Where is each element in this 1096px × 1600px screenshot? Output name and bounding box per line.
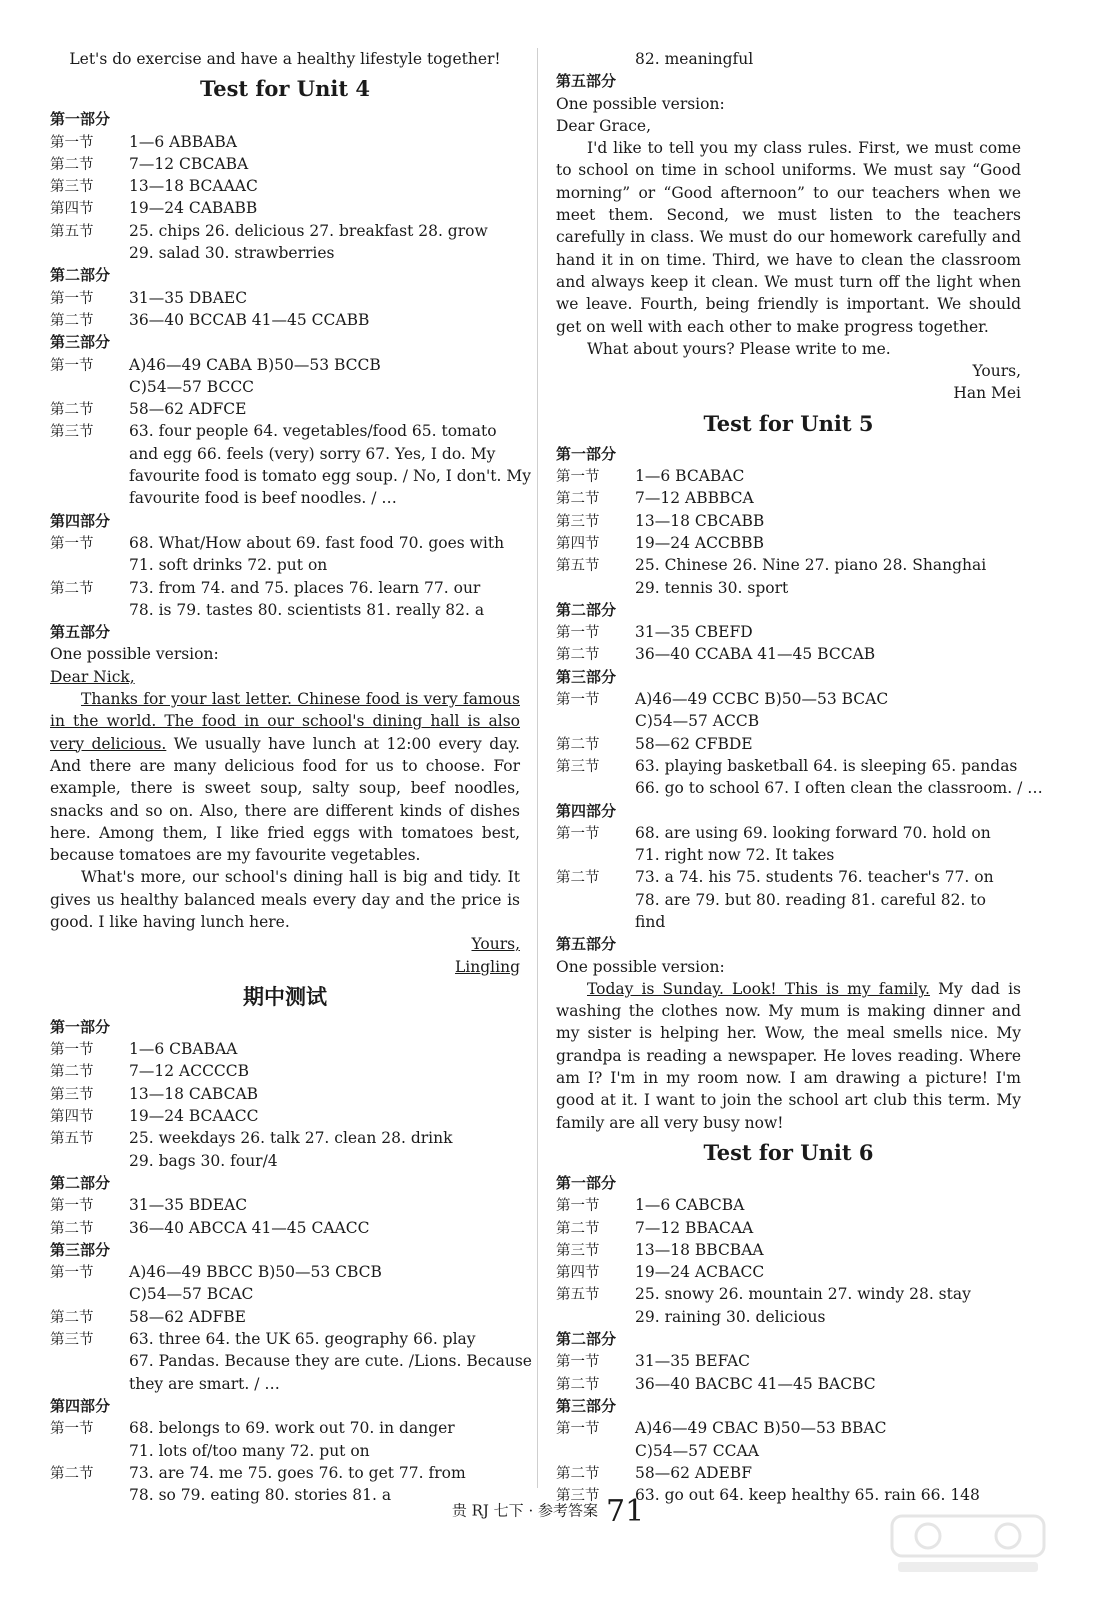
answer-text: 25. weekdays 26. talk 27. clean 28. drink (129, 1129, 453, 1148)
text-line: One possible version: (50, 645, 219, 664)
part-heading: 第一部分 (50, 110, 111, 129)
answer-text: 7—12 CBCABA (129, 154, 249, 173)
answer-line (556, 1462, 1021, 1484)
section-label: 第三节 (50, 1332, 94, 1349)
answer-text: 13—18 BCAAAC (129, 177, 258, 196)
section-label: 第二节 (556, 736, 600, 753)
answer-line (556, 1373, 1021, 1395)
section-label: 第一节 (50, 134, 94, 151)
part-heading: 第三部分 (556, 1396, 617, 1415)
part-heading: 第二部分 (556, 1330, 617, 1349)
section-label: 第五节 (50, 1131, 94, 1148)
midterm-answers (50, 1016, 532, 1507)
section-label: 第二节 (50, 1220, 94, 1237)
answer-text: 7—12 ACCCCB (129, 1062, 250, 1081)
unit4-essay-para2: What's more, our school's dining hall is big and tidy. It gives us healthy balanced meals every day and the price is good. I like having lunch here. (50, 868, 520, 931)
answer-line (556, 1217, 1021, 1239)
section-label: 第二节 (50, 1465, 94, 1482)
answer-line (556, 733, 1021, 755)
answer-text: 58—62 ADFBE (129, 1307, 246, 1326)
answer-line (50, 1083, 520, 1105)
answer-continuation: C)54—57 ACCB (635, 712, 760, 731)
answer-line (556, 1239, 1021, 1261)
text-line: One possible version: (556, 957, 725, 976)
section-label: 第四节 (50, 1109, 94, 1126)
section-label: 第二节 (556, 1220, 600, 1237)
section-label: 第二节 (50, 312, 94, 329)
answer-continuation: 71. right now 72. It takes (635, 846, 835, 865)
answer-text: 73. are 74. me 75. goes 76. to get 77. from (129, 1463, 466, 1482)
unit5-essay (556, 978, 1021, 1134)
answer-continuation: 78. are 79. but 80. reading 81. careful 82. to (635, 890, 986, 909)
answer-line (556, 822, 1021, 844)
answer-continuation: 78. is 79. tastes 80. scientists 81. really 82. a (129, 600, 485, 619)
answer-continuation: 66. go to school 67. I often clean the classroom. / … (635, 779, 1043, 798)
answer-line (50, 1194, 520, 1216)
answer-text: 58—62 ADEBF (635, 1463, 752, 1482)
section-label: 第一节 (556, 625, 600, 642)
answer-continuation: 78. so 79. eating 80. stories 81. a (129, 1486, 392, 1505)
answer-continuation: find (635, 912, 666, 931)
answer-continuation: 67. Pandas. Because they are cute. /Lions. Because (129, 1352, 532, 1371)
answer-text: 31—35 BDEAC (129, 1196, 248, 1215)
answer-line (556, 510, 1021, 532)
part-heading: 第三部分 (50, 1240, 111, 1259)
answer-text: 36—40 BCCAB 41—45 CCABB (129, 310, 370, 329)
section-label: 第二节 (556, 491, 600, 508)
unit5-essay-underlined: Today is Sunday. Look! This is my family. (587, 979, 930, 998)
unit4-signature: Lingling (455, 957, 520, 976)
answer-line (50, 577, 520, 599)
answer-text: A)46—49 CABA B)50—53 BCCB (129, 355, 381, 374)
answer-continuation: 82. meaningful (635, 50, 754, 68)
answer-line (556, 1261, 1021, 1283)
answer-line (50, 1038, 520, 1060)
answer-continuation: C)54—57 BCAC (129, 1285, 254, 1304)
answer-continuation: and egg 66. feels (very) sorry 67. Yes, I do. My (129, 444, 496, 463)
answer-text: A)46—49 CBAC B)50—53 BBAC (635, 1419, 887, 1438)
answer-text: 1—6 CBABAA (129, 1040, 238, 1059)
text-line: Dear Grace, (556, 116, 651, 135)
answer-line (556, 1350, 1021, 1372)
answer-text: 63. go out 64. keep healthy 65. rain 66. 148 (635, 1486, 980, 1505)
section-label: 第一节 (556, 825, 600, 842)
answer-line (50, 287, 520, 309)
answer-line (556, 755, 1021, 777)
section-label: 第一节 (50, 357, 94, 374)
answer-text: 31—35 CBEFD (635, 623, 753, 642)
answer-text: 25. snowy 26. mountain 27. windy 28. stay (635, 1285, 971, 1304)
section-label: 第二节 (50, 156, 94, 173)
answer-line (50, 153, 520, 175)
part-heading: 第四部分 (556, 801, 617, 820)
part-heading: 第四部分 (50, 1396, 111, 1415)
text-line: One possible version: (556, 94, 725, 113)
answer-text: 36—40 ABCCA 41—45 CAACC (129, 1218, 370, 1237)
section-label: 第一节 (50, 290, 94, 307)
answer-text: 31—35 BEFAC (635, 1352, 751, 1371)
unit5-title: Test for Unit 5 (703, 410, 874, 436)
answer-continuation: 71. lots of/too many 72. put on (129, 1441, 370, 1460)
answer-line (556, 1194, 1021, 1216)
answer-line (556, 554, 1021, 576)
section-label: 第一节 (556, 1198, 600, 1215)
part-heading: 第二部分 (556, 600, 617, 619)
section-label: 第二节 (556, 870, 600, 887)
unit4-title: Test for Unit 4 (199, 76, 370, 102)
answer-line (50, 398, 520, 420)
section-label: 第五节 (50, 223, 94, 240)
answer-continuation: 29. raining 30. delicious (635, 1307, 826, 1326)
answer-text: 1—6 BCABAC (635, 467, 745, 486)
unit4-answers (50, 108, 531, 688)
unit4-essay-underlined: Thanks for your last letter. Chinese food is very famous in the world. The food in our school's dining hall is also very delicious. (50, 690, 520, 753)
part-heading: 第五部分 (556, 72, 617, 91)
answer-line (556, 621, 1021, 643)
section-label: 第四节 (556, 1265, 600, 1282)
answer-text: 68. belongs to 69. work out 70. in danger (129, 1419, 455, 1438)
answer-line (556, 532, 1021, 554)
column-divider (537, 48, 538, 1488)
answer-text: 25. Chinese 26. Nine 27. piano 28. Shanghai (635, 556, 987, 575)
answer-text: 58—62 ADFCE (129, 400, 247, 419)
answer-line (50, 1328, 520, 1350)
answer-line (50, 1217, 520, 1239)
answer-continuation: 29. salad 30. strawberries (129, 244, 335, 263)
section-label: 第一节 (50, 1042, 94, 1059)
section-label: 第三节 (50, 179, 94, 196)
answer-continuation: C)54—57 BCCC (129, 377, 255, 396)
answer-line (556, 1417, 1021, 1439)
section-label: 第三节 (50, 1086, 94, 1103)
page-number: 71 (605, 1494, 645, 1529)
section-label: 第一节 (50, 1265, 94, 1282)
midterm-signature: Han Mei (953, 384, 1021, 403)
answer-text: 31—35 DBAEC (129, 288, 248, 307)
part-heading: 第五部分 (556, 935, 617, 954)
midterm-letter-end: What about yours? Please write to me. (587, 339, 891, 358)
answer-line (50, 1261, 520, 1283)
section-label: 第二节 (50, 580, 94, 597)
answer-text: 7—12 ABBBCA (635, 489, 754, 508)
answer-line (50, 354, 520, 376)
answer-text: 36—40 BACBC 41—45 BACBC (635, 1374, 876, 1393)
section-label: 第一节 (556, 1421, 600, 1438)
section-label: 第二节 (50, 1064, 94, 1081)
answer-text: 19—24 ACCBBB (635, 533, 764, 552)
answer-line (50, 197, 520, 219)
midterm-letter: I'd like to tell you my class rules. First, we must come to school on time in school uniforms. We must say “Good morning” or “Good afternoon” to our teachers when we meet them. Second, we must listen to the teachers carefully in class. We must do our homework carefully and hand it in on time. Third, we have to clean the classroom and always keep it clean. We must turn off the light when we leave. Fourth, being friendly is important. We should get on well with each other to make progress together. (556, 139, 1021, 336)
midterm-continued (556, 48, 1021, 137)
unit4-essay-rest: We usually have lunch at 12:00 every day. And there are many delicious food for us to choose. For example, there is sweet soup, salty soup, beef noodles, snacks and so on. Also, there are different kinds of dishes here. Among them, I like fried eggs with tomatoes best, because tomatoes are my favourite vegetables. (50, 734, 520, 865)
answer-continuation: 71. soft drinks 72. put on (129, 556, 328, 575)
part-heading: 第一部分 (50, 1017, 111, 1036)
answer-text: 19—24 CABABB (129, 199, 258, 218)
answer-text: 25. chips 26. delicious 27. breakfast 28. grow (129, 221, 488, 240)
right-column (556, 48, 1043, 1506)
section-label: 第二节 (50, 1309, 94, 1326)
left-column (50, 48, 532, 1506)
intro-line: Let's do exercise and have a healthy lifestyle together! (69, 50, 501, 68)
answer-text: 13—18 BBCBAA (635, 1240, 764, 1259)
part-heading: 第四部分 (50, 511, 111, 530)
part-heading: 第三部分 (50, 333, 111, 352)
part-heading: 第二部分 (50, 1173, 111, 1192)
answer-text: 73. from 74. and 75. places 76. learn 77. our (129, 578, 481, 597)
section-label: 第四节 (556, 535, 600, 552)
answer-line (50, 532, 520, 554)
section-label: 第三节 (50, 424, 94, 441)
answer-line (556, 643, 1021, 665)
answer-continuation: favourite food is tomato egg soup. / No, I don't. My (129, 467, 531, 486)
answer-text: 63. four people 64. vegetables/food 65. tomato (129, 422, 497, 441)
unit4-closing: Yours, (471, 935, 520, 954)
answer-text: 68. are using 69. looking forward 70. hold on (635, 823, 991, 842)
answer-text: 19—24 BCAACC (129, 1107, 259, 1126)
answer-line (556, 465, 1021, 487)
answer-line (556, 866, 1021, 888)
answer-continuation: 29. tennis 30. sport (635, 578, 789, 597)
answer-continuation: C)54—57 CCAA (635, 1441, 759, 1460)
section-label: 第一节 (556, 1354, 600, 1371)
answer-continuation: favourite food is beef noodles. / … (129, 489, 397, 508)
answer-text: 13—18 CABCAB (129, 1084, 259, 1103)
section-label: 第一节 (50, 1421, 94, 1438)
answer-text: 58—62 CFBDE (635, 734, 753, 753)
section-label: 第二节 (556, 1376, 600, 1393)
unit6-answers (556, 1172, 1021, 1506)
part-heading: 第五部分 (50, 623, 111, 642)
answer-line (556, 1283, 1021, 1305)
underlined-text: Dear Nick, (50, 667, 135, 686)
part-heading: 第二部分 (50, 266, 111, 285)
answer-line (50, 1127, 520, 1149)
section-label: 第三节 (556, 1488, 600, 1505)
answer-text: A)46—49 BBCC B)50—53 CBCB (129, 1263, 382, 1282)
section-label: 第三节 (556, 1242, 600, 1259)
answer-text: 1—6 ABBABA (129, 132, 237, 151)
footer-label: 贵 RJ 七下 · 参考答案 (451, 1501, 598, 1520)
answer-line (556, 688, 1021, 710)
answer-line (50, 175, 520, 197)
answer-continuation: they are smart. / … (129, 1374, 280, 1393)
section-label: 第五节 (556, 1287, 600, 1304)
section-label: 第四节 (50, 201, 94, 218)
midterm-closing: Yours, (972, 362, 1021, 381)
unit4-essay-para1 (50, 688, 520, 866)
section-label: 第一节 (556, 692, 600, 709)
section-label: 第一节 (50, 535, 94, 552)
watermark-logo (888, 1512, 1048, 1578)
section-label: 第二节 (50, 402, 94, 419)
part-heading: 第一部分 (556, 444, 617, 463)
section-label: 第二节 (556, 647, 600, 664)
answer-line (556, 487, 1021, 509)
answer-line (50, 309, 520, 331)
answer-line (50, 1462, 520, 1484)
answer-continuation: 29. bags 30. four/4 (129, 1151, 278, 1170)
answer-text: 1—6 CABCBA (635, 1196, 745, 1215)
unit5-answers (556, 443, 1043, 978)
answer-text: 68. What/How about 69. fast food 70. goes with (129, 533, 505, 552)
section-label: 第二节 (556, 1465, 600, 1482)
answer-line (50, 131, 520, 153)
answer-text: 7—12 BBACAA (635, 1218, 754, 1237)
midterm-title: 期中测试 (243, 983, 327, 1009)
answer-line (50, 220, 520, 242)
section-label: 第五节 (556, 558, 600, 575)
answer-text: 63. three 64. the UK 65. geography 66. play (129, 1330, 476, 1349)
text-line (50, 666, 520, 688)
answer-text: A)46—49 CCBC B)50—53 BCAC (635, 690, 889, 709)
section-label: 第三节 (556, 758, 600, 775)
answer-text: 73. a 74. his 75. students 76. teacher's 77. on (635, 868, 994, 887)
answer-text: 19—24 ACBACC (635, 1263, 765, 1282)
answer-line (50, 1306, 520, 1328)
part-heading: 第三部分 (556, 667, 617, 686)
answer-line (50, 420, 520, 442)
unit5-essay-rest: My dad is washing the clothes now. My mum is making dinner and my sister is helping her. Wow, the meal smells nice. My grandpa is reading a newspaper. He loves reading. Where am I? I'm in my room now. I am drawing a picture! I'm good at it. I want to join the school art club this term. My family are all very busy now! (556, 979, 1021, 1132)
answer-text: 63. playing basketball 64. is sleeping 65. pandas (635, 756, 1018, 775)
answer-text: 13—18 CBCABB (635, 511, 765, 530)
unit6-title: Test for Unit 6 (703, 1139, 874, 1165)
answer-line (50, 1105, 520, 1127)
answer-line (50, 1060, 520, 1082)
section-label: 第一节 (50, 1198, 94, 1215)
section-label: 第一节 (556, 469, 600, 486)
answer-text: 36—40 CCABA 41—45 BCCAB (635, 645, 876, 664)
section-label: 第三节 (556, 513, 600, 530)
part-heading: 第一部分 (556, 1173, 617, 1192)
answer-line (50, 1417, 520, 1439)
